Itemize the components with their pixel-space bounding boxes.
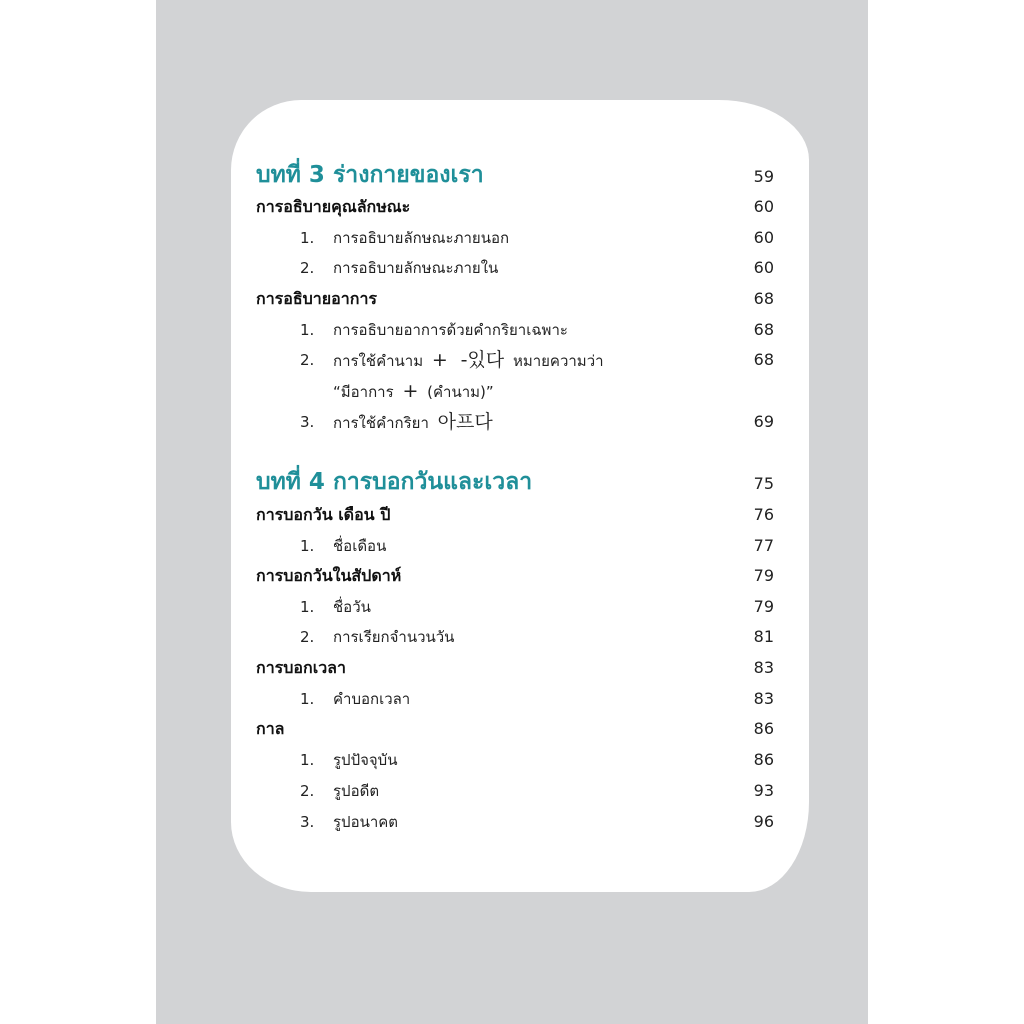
page-number: 93	[753, 781, 774, 800]
plus-sign: +	[402, 380, 419, 402]
page-number: 86	[753, 719, 774, 738]
section-describing-symptoms[interactable]	[0, 284, 1024, 314]
item-title	[333, 407, 497, 438]
chapter-title: บทที่ 4 การบอกวันและเวลา	[256, 469, 533, 495]
toc-item[interactable]	[0, 622, 1024, 652]
page-number: 68	[753, 350, 774, 369]
toc-item[interactable]	[0, 592, 1024, 622]
toc-item[interactable]	[0, 315, 1024, 345]
section-tense[interactable]	[0, 714, 1024, 744]
item-title: รูปอนาคต	[333, 813, 399, 831]
page-number: 60	[753, 197, 774, 216]
page-number: 60	[753, 228, 774, 247]
section-describing-characteristics[interactable]	[0, 192, 1024, 222]
item-number: 2.	[300, 351, 315, 369]
chapter-3-heading[interactable]	[0, 160, 1024, 190]
item-title: การอธิบายอาการด้วยคำกริยาเฉพาะ	[333, 321, 568, 339]
item-number: 1.	[300, 537, 315, 555]
chapter-4-heading[interactable]	[0, 467, 1024, 497]
page-number: 60	[753, 258, 774, 277]
item-number: 2.	[300, 259, 315, 277]
toc-item[interactable]	[0, 684, 1024, 714]
page-number: 83	[753, 689, 774, 708]
page-number: 96	[753, 812, 774, 831]
section-telling-time[interactable]	[0, 653, 1024, 683]
item-text: “มีอาการ	[333, 383, 394, 401]
item-title: รูปปัจจุบัน	[333, 751, 398, 769]
toc-item[interactable]	[0, 345, 1024, 407]
item-title	[333, 345, 604, 376]
section-title: กาล	[256, 719, 285, 738]
item-title: การอธิบายลักษณะภายนอก	[333, 229, 510, 247]
item-number: 2.	[300, 782, 315, 800]
item-text: การใช้คำนาม	[333, 352, 424, 370]
item-number: 1.	[300, 751, 315, 769]
page-number: 69	[753, 412, 774, 431]
item-text: (คำนาม)”	[427, 383, 494, 401]
item-title-continued	[333, 376, 494, 407]
item-text: หมายความว่า	[512, 352, 604, 370]
item-title: คำบอกเวลา	[333, 690, 411, 708]
page-number: 86	[753, 750, 774, 769]
item-number: 1.	[300, 229, 315, 247]
item-number: 2.	[300, 628, 315, 646]
item-title: ชื่อวัน	[333, 598, 371, 616]
item-title: การอธิบายลักษณะภายใน	[333, 259, 499, 277]
page-number: 79	[753, 597, 774, 616]
toc-item[interactable]	[0, 745, 1024, 775]
item-title: การเรียกจำนวนวัน	[333, 628, 455, 646]
page-number: 68	[753, 320, 774, 339]
toc-item[interactable]	[0, 807, 1024, 837]
page-number: 81	[753, 627, 774, 646]
page-number: 76	[753, 505, 774, 524]
page-number: 83	[753, 658, 774, 677]
section-title: การบอกเวลา	[256, 658, 346, 677]
section-title: การบอกวันในสัปดาห์	[256, 566, 402, 585]
chapter-title: บทที่ 3 ร่างกายของเรา	[256, 162, 484, 188]
plus-sign: +	[431, 349, 448, 371]
page-number: 79	[753, 566, 774, 585]
item-number: 1.	[300, 321, 315, 339]
page-number: 77	[753, 536, 774, 555]
item-number: 1.	[300, 598, 315, 616]
item-number: 3.	[300, 813, 315, 831]
page-number: 75	[753, 474, 774, 493]
section-telling-date[interactable]	[0, 500, 1024, 530]
section-title: การบอกวัน เดือน ปี	[256, 505, 391, 524]
page-number: 59	[753, 167, 774, 186]
item-title: รูปอดีต	[333, 782, 380, 800]
item-title: ชื่อเดือน	[333, 537, 387, 555]
toc-item[interactable]	[0, 253, 1024, 283]
section-title: การอธิบายคุณลักษณะ	[256, 197, 411, 216]
section-days-of-week[interactable]	[0, 561, 1024, 591]
toc-item[interactable]	[0, 223, 1024, 253]
korean-suffix: -있다	[460, 349, 505, 371]
toc-item[interactable]	[0, 531, 1024, 561]
section-title: การอธิบายอาการ	[256, 289, 378, 308]
item-number: 3.	[300, 413, 315, 431]
page-number: 68	[753, 289, 774, 308]
toc-item[interactable]	[0, 407, 1024, 437]
korean-word: 아프다	[437, 411, 493, 433]
item-number: 1.	[300, 690, 315, 708]
item-text: การใช้คำกริยา	[333, 414, 429, 432]
toc-item[interactable]	[0, 776, 1024, 806]
